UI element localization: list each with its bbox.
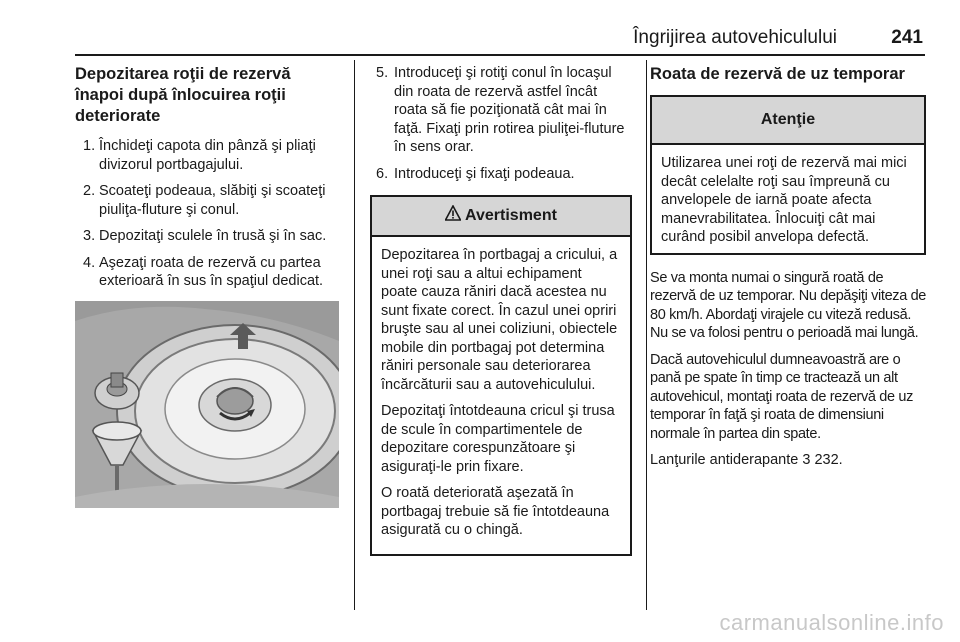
warning-paragraph: Depozitarea în portbagaj a cricului, a unei roţi sau a altui echipament poate cauza răniri dacă acestea nu sunt fixate corect. În cazul unei opriri bruşte sau al unei coliziuni, obiectele mobile din portbagaj pot determina răniri personale sau deteriorarea încărcăturii sau a autovehiculului.	[381, 247, 618, 393]
spare-wheel-illustration	[75, 301, 339, 508]
left-column	[75, 64, 347, 508]
header-title: Îngrijirea autovehiculului	[633, 27, 837, 48]
warning-paragraph: Depozitaţi întotdeauna cricul şi trusa de scule în compartimentele de depozitare corespunzătoare şi asiguraţi-le prin fixare.	[381, 403, 615, 475]
section-heading: Roata de rezervă de uz temporar	[650, 65, 905, 83]
cross-reference[interactable]	[650, 451, 928, 470]
attention-header: Atenţie	[652, 97, 924, 145]
warning-paragraph: O roată deteriorată aşezată în portbagaj trebuie să fie întotdeauna asigurată cu o chingă.	[381, 485, 610, 538]
steps-list	[370, 64, 632, 183]
crossref-page: 232.	[814, 452, 843, 468]
body-paragraph: Dacă autovehiculul dumneavoastră are o pană pe spate în timp ce tractează un alt autovehicul, montaţi roata de rezervă de uz temporar în faţă şi roata de dimensiuni normale în partea din spate.	[650, 351, 914, 442]
warning-body	[372, 237, 630, 554]
heading-line: deteriorate	[75, 107, 161, 125]
attention-text: Utilizarea unei roţi de rezervă mai mici decât celelalte roţi sau împreună cu anvelopele de iarnă poate afecta manevrabilitatea. Înlocuiţi cât mai curând posibil anvelopa defectă.	[661, 155, 907, 245]
page-header	[75, 20, 925, 56]
list-item: 2. Scoateţi podeaua, slăbiţi şi scoateţi piuliţa-fluture şi conul.	[83, 183, 326, 218]
column-divider	[646, 60, 647, 610]
list-item: 6. Introduceţi şi fixaţi podeaua.	[376, 165, 575, 182]
list-item: 5. Introduceţi şi rotiţi conul în locaşul din roata de rezervă astfel încât roata să fie poziţionată cât mai în faţă. Fixaţi prin rotirea piuliţei-fluture în sens orar.	[376, 65, 625, 155]
attention-body	[652, 145, 924, 253]
steps-list	[75, 137, 347, 291]
right-column	[650, 64, 928, 470]
attention-box	[650, 95, 926, 255]
list-item: 1. Închideţi capota din pânză şi pliaţi divizorul portbagajului.	[83, 138, 316, 173]
warning-triangle-icon	[445, 205, 461, 227]
heading-line: Depozitarea roţii de rezervă	[75, 65, 291, 83]
section-heading	[75, 64, 347, 127]
middle-column	[370, 64, 632, 556]
body-paragraph: Se va monta numai o singură roată de rezervă de uz temporar. Nu depăşiţi viteza de 80 km/h. Abordaţi virajele cu viteză redusă. Nu se va folosi pentru o perioadă mai lungă.	[650, 269, 927, 341]
list-item: 3. Depozitaţi sculele în trusă şi în sac.	[83, 228, 327, 244]
heading-line: înapoi după înlocuirea roţii	[75, 86, 286, 104]
crossref-arrow-icon: 3	[802, 452, 811, 468]
crossref-text: Lanţurile antiderapante	[650, 452, 799, 468]
list-item: 4. Aşezaţi roata de rezervă cu partea exterioară în sus în spaţiul dedicat.	[83, 254, 324, 289]
watermark: carmanualsonline.info	[719, 610, 944, 635]
warning-box	[370, 195, 632, 556]
column-divider	[354, 60, 355, 610]
page-number: 241	[891, 27, 923, 48]
warning-header	[372, 197, 630, 237]
warning-title: Avertisment	[465, 206, 557, 224]
